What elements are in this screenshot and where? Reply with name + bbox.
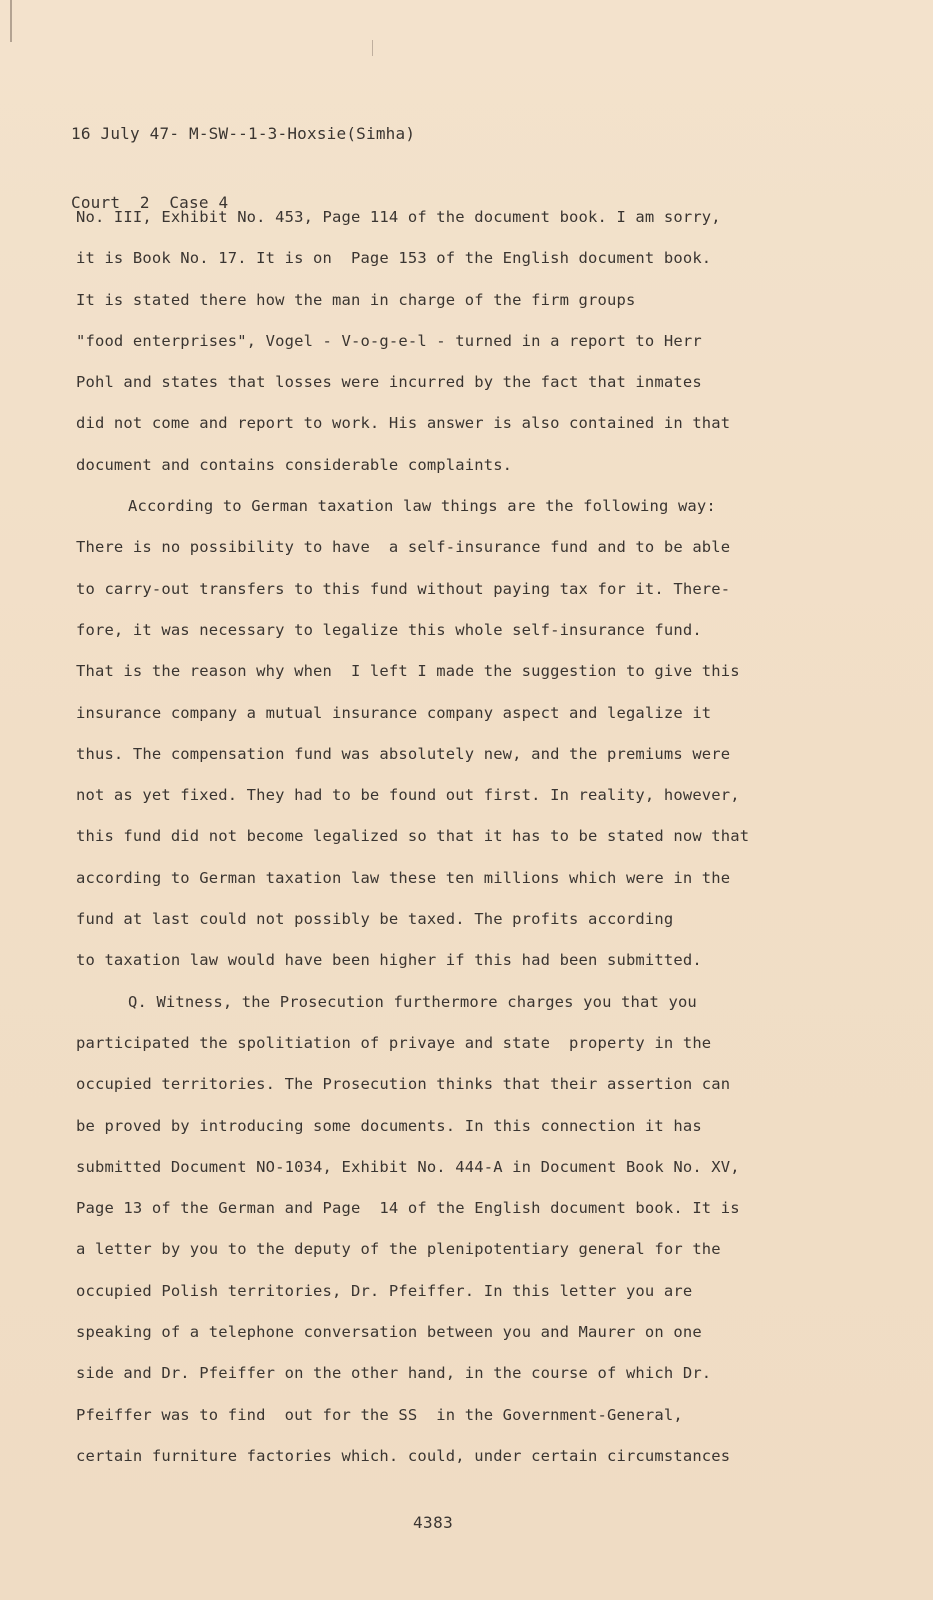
transcript-line: "food enterprises", Vogel - V-o-g-e-l - turned in a report to Herr — [76, 331, 702, 350]
transcript-line: Q. Witness, the Prosecution furthermore charges you that you — [128, 992, 697, 1011]
transcript-line: to taxation law would have been higher if this had been submitted. — [76, 951, 702, 970]
transcript-line: submitted Document NO-1034, Exhibit No. 444-A in Document Book No. XV, — [76, 1157, 740, 1176]
header-line-court-case: Court 2 Case 4 — [71, 193, 229, 212]
transcript-line: speaking of a telephone conversation between you and Maurer on one — [76, 1323, 702, 1342]
transcript-line: It is stated there how the man in charge of the firm groups — [76, 290, 636, 309]
transcript-line: There is no possibility to have a self-insurance fund and to be able — [76, 538, 731, 557]
paper-edge-mark — [10, 0, 12, 42]
transcript-line: according to German taxation law these ten millions which were in the — [76, 868, 731, 887]
transcript-line: That is the reason why when I left I made the suggestion to give this — [76, 662, 740, 681]
paper-crease-mark — [372, 40, 373, 56]
transcript-line: be proved by introducing some documents. In this connection it has — [76, 1116, 702, 1135]
transcript-line: it is Book No. 17. It is on Page 153 of the English document book. — [76, 249, 712, 268]
transcript-line: not as yet fixed. They had to be found out first. In reality, however, — [76, 786, 740, 805]
transcript-line: document and contains considerable complaints. — [76, 455, 513, 474]
transcript-line: a letter by you to the deputy of the plenipotentiary general for the — [76, 1240, 721, 1259]
transcript-line: to carry-out transfers to this fund without paying tax for it. There- — [76, 579, 731, 598]
transcript-line: this fund did not become legalized so that it has to be stated now that — [76, 827, 750, 846]
page-number: 4383 — [413, 1513, 454, 1532]
header-line-date-reference: 16 July 47- M-SW--1-3-Hoxsie(Simha) — [71, 124, 416, 143]
transcript-line: thus. The compensation fund was absolutely new, and the premiums were — [76, 744, 731, 763]
transcript-line: Pohl and states that losses were incurred by the fact that inmates — [76, 373, 702, 392]
transcript-line: fund at last could not possibly be taxed. The profits according — [76, 910, 674, 929]
transcript-line: Page 13 of the German and Page 14 of the English document book. It is — [76, 1199, 740, 1218]
transcript-line: insurance company a mutual insurance company aspect and legalize it — [76, 703, 712, 722]
transcript-line: occupied territories. The Prosecution thinks that their assertion can — [76, 1075, 731, 1094]
transcript-body — [76, 197, 836, 1477]
transcript-line: did not come and report to work. His answer is also contained in that — [76, 414, 731, 433]
transcript-line: occupied Polish territories, Dr. Pfeiffer. In this letter you are — [76, 1281, 693, 1300]
transcript-line: certain furniture factories which. could, under certain circumstances — [76, 1446, 731, 1465]
transcript-line: fore, it was necessary to legalize this whole self-insurance fund. — [76, 620, 702, 639]
transcript-line: No. III, Exhibit No. 453, Page 114 of the document book. I am sorry, — [76, 208, 721, 226]
transcript-line: side and Dr. Pfeiffer on the other hand, in the course of which Dr. — [76, 1364, 712, 1383]
transcript-line: participated the spolitiation of privaye and state property in the — [76, 1033, 712, 1052]
transcript-line: Pfeiffer was to find out for the SS in the Government-General, — [76, 1405, 683, 1424]
transcript-line: According to German taxation law things are the following way: — [128, 497, 716, 516]
